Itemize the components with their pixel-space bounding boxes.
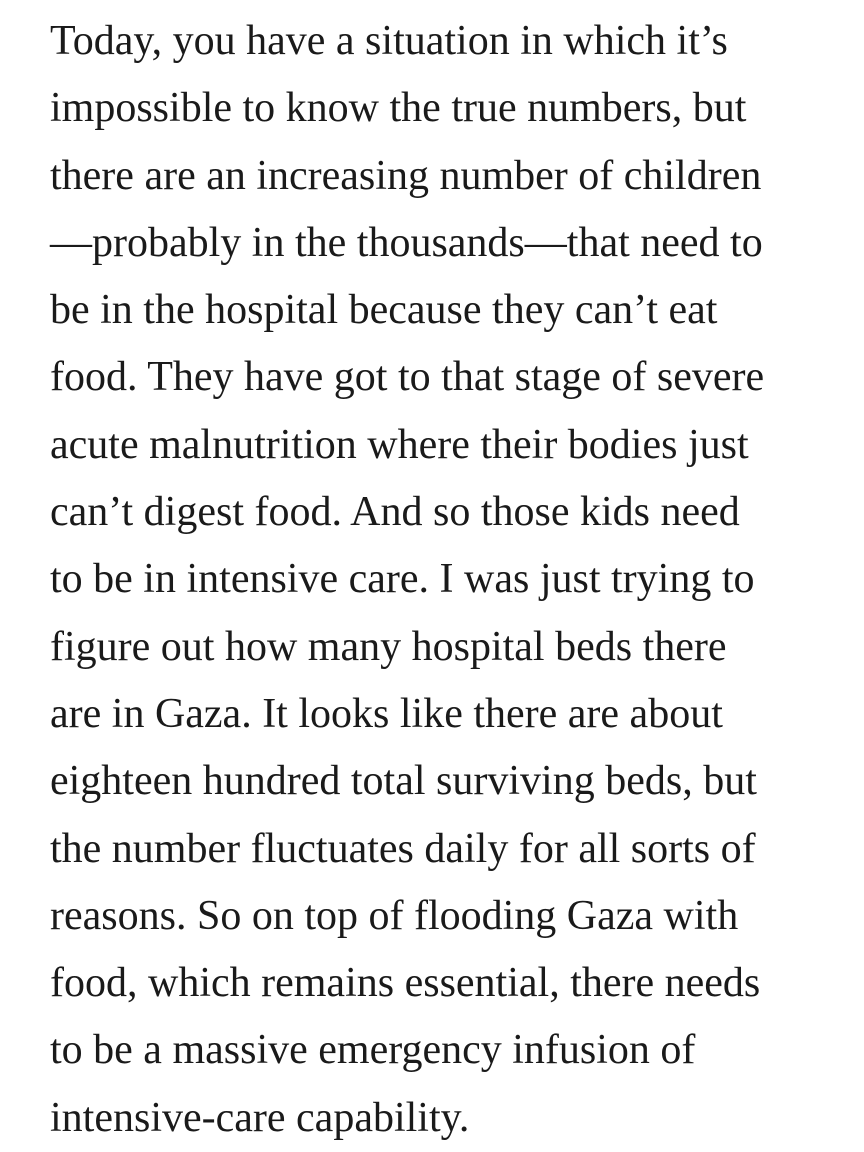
paragraph-line: to be in intensive care. I was just trying to [50,556,755,603]
paragraph-line: —probably in the thousands—that need to [50,219,763,266]
paragraph-line: are in Gaza. It looks like there are about [50,690,723,737]
paragraph-line: be in the hospital because they can’t eat [50,287,718,334]
paragraph-line: the number fluctuates daily for all sorts of [50,825,756,872]
paragraph-line: eighteen hundred total surviving beds, but [50,758,757,805]
paragraph-line: intensive-care capability. [50,1094,470,1141]
paragraph-line: to be a massive emergency infusion of [50,1027,696,1074]
paragraph-line: impossible to know the true numbers, but [50,85,747,132]
article-paragraph [50,8,764,1152]
paragraph-line: food. They have got to that stage of severe [50,354,765,401]
paragraph-line: reasons. So on top of flooding Gaza with [50,892,739,939]
paragraph-line: Today, you have a situation in which it’s [50,18,728,64]
paragraph-line: can’t digest food. And so those kids need [50,489,740,536]
paragraph-line: figure out how many hospital beds there [50,623,727,670]
paragraph-line: there are an increasing number of children [50,152,762,199]
paragraph-line: acute malnutrition where their bodies just [50,421,749,468]
paragraph-line: food, which remains essential, there needs [50,960,761,1007]
